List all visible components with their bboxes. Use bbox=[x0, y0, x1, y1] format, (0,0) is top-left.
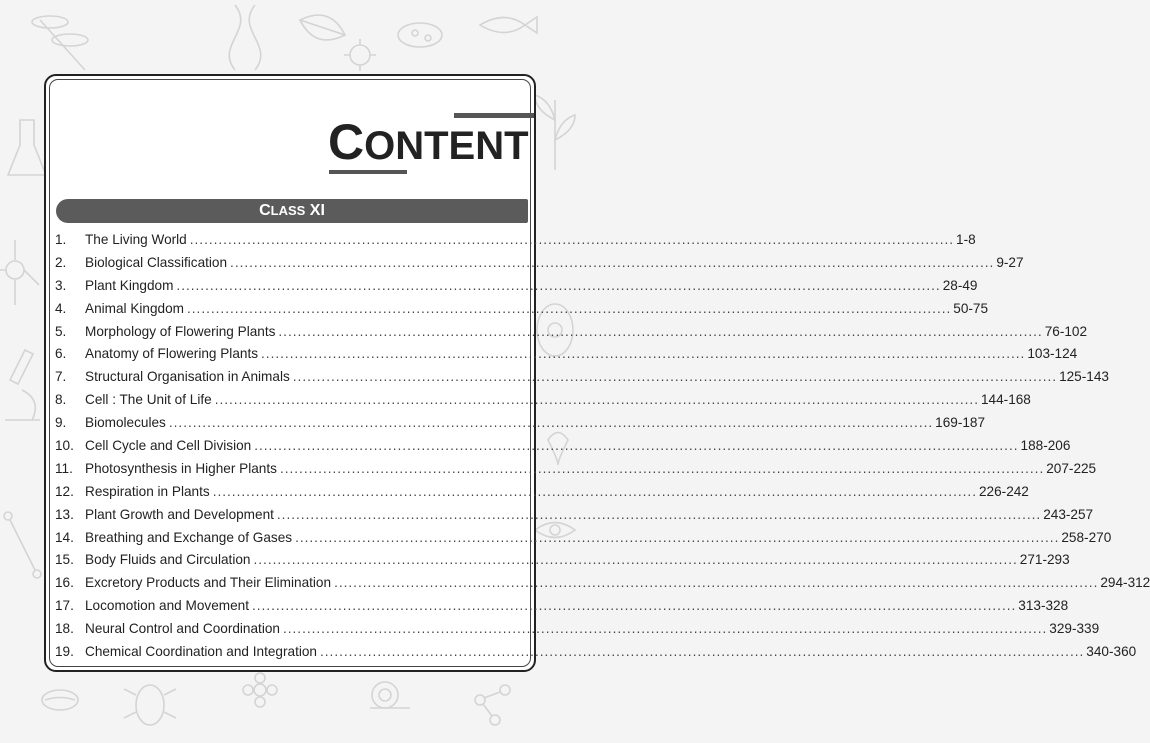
toc-number: 2. bbox=[55, 254, 67, 270]
toc-title: Neural Control and Coordination bbox=[85, 621, 280, 637]
toc-pages: 125-143 bbox=[1059, 369, 1109, 385]
molecule-icon bbox=[475, 685, 510, 725]
toc-leader-dots: ................................................................................................................................................................ bbox=[279, 460, 1045, 476]
toc-row[interactable] bbox=[55, 572, 1150, 595]
toc-title: Anatomy of Flowering Plants bbox=[85, 346, 259, 362]
toc-title: Locomotion and Movement bbox=[85, 598, 249, 614]
toc-pages: 76-102 bbox=[1044, 323, 1088, 339]
toc-row[interactable] bbox=[55, 298, 989, 321]
toc-title: Biomolecules bbox=[85, 415, 166, 431]
toc-row[interactable] bbox=[55, 527, 1112, 550]
toc-pages: 9-27 bbox=[996, 254, 1024, 270]
toc-leader-dots: ................................................................................................................................................................ bbox=[230, 254, 995, 270]
page-title-initial: C bbox=[328, 114, 365, 170]
toc-row[interactable] bbox=[55, 343, 1078, 366]
toc-leader-dots: ................................................................................................................................................................ bbox=[276, 506, 1042, 522]
beetle-icon bbox=[124, 685, 176, 725]
toc-leader-dots: ................................................................................................................................................................ bbox=[282, 621, 1048, 637]
neuron-icon bbox=[0, 240, 39, 305]
toc-pages: 243-257 bbox=[1043, 506, 1094, 522]
toc-leader-dots: ................................................................................................................................................................ bbox=[254, 438, 1019, 454]
toc-row[interactable] bbox=[55, 458, 1097, 481]
plant-icon bbox=[535, 95, 575, 170]
toc-row[interactable] bbox=[55, 641, 1137, 664]
toc-row[interactable] bbox=[55, 366, 1109, 389]
toc-row[interactable] bbox=[55, 595, 1069, 618]
toc-title: Photosynthesis in Higher Plants bbox=[85, 460, 277, 476]
toc-number: 11. bbox=[55, 460, 73, 476]
toc-row[interactable] bbox=[55, 618, 1100, 641]
toc-number: 17. bbox=[55, 598, 74, 614]
toc-title: Breathing and Exchange of Gases bbox=[85, 529, 293, 545]
title-top-rule bbox=[454, 113, 534, 118]
toc-pages: 329-339 bbox=[1049, 621, 1100, 637]
microscope-icon bbox=[5, 350, 40, 420]
dna-icon bbox=[229, 5, 261, 70]
toc-title: Respiration in Plants bbox=[85, 483, 210, 499]
toc-row[interactable] bbox=[55, 412, 986, 435]
toc-row[interactable] bbox=[55, 504, 1094, 527]
toc-number: 6. bbox=[55, 346, 67, 362]
toc-title: Morphology of Flowering Plants bbox=[85, 323, 276, 339]
toc-pages: 271-293 bbox=[1019, 552, 1070, 568]
toc-number: 8. bbox=[55, 392, 67, 408]
toc-row[interactable] bbox=[55, 389, 1031, 412]
toc-pages: 313-328 bbox=[1018, 598, 1069, 614]
toc-number: 3. bbox=[55, 277, 67, 293]
leaf-icon bbox=[300, 15, 345, 40]
toc-pages: 207-225 bbox=[1046, 460, 1097, 476]
toc-leader-dots: ................................................................................................................................................................ bbox=[214, 392, 979, 408]
toc-title: Plant Kingdom bbox=[85, 277, 174, 293]
toc-leader-dots: ................................................................................................................................................................ bbox=[253, 552, 1018, 568]
toc-title: Biological Classification bbox=[85, 254, 228, 270]
toc-number: 7. bbox=[55, 369, 67, 385]
snail-icon bbox=[370, 682, 410, 708]
toc-leader-dots: ................................................................................................................................................................ bbox=[320, 644, 1085, 660]
toc-leader-dots: ................................................................................................................................................................ bbox=[295, 529, 1060, 545]
toc-title: Cell Cycle and Cell Division bbox=[85, 438, 252, 454]
toc-number: 14. bbox=[55, 529, 74, 545]
toc-pages: 294-312 bbox=[1100, 575, 1150, 591]
toc-number: 16. bbox=[55, 575, 74, 591]
toc-row[interactable] bbox=[55, 321, 1088, 344]
toc-leader-dots: ................................................................................................................................................................ bbox=[251, 598, 1017, 614]
toc-pages: 169-187 bbox=[935, 415, 986, 431]
toc-pages: 188-206 bbox=[1020, 438, 1071, 454]
dragonfly-icon bbox=[32, 16, 88, 70]
toc-title: Animal Kingdom bbox=[85, 300, 184, 316]
class-heading-initial: C bbox=[259, 202, 271, 219]
page-title bbox=[328, 114, 529, 170]
fish-icon bbox=[480, 17, 537, 33]
toc-title: The Living World bbox=[85, 232, 187, 247]
page-title-rest: ONTENT bbox=[364, 124, 529, 168]
table-of-contents bbox=[55, 229, 1150, 664]
toc-row[interactable] bbox=[55, 252, 1024, 275]
toc-leader-dots: ................................................................................................................................................................ bbox=[189, 232, 955, 247]
toc-leader-dots: ................................................................................................................................................................ bbox=[186, 300, 952, 316]
toc-leader-dots: ................................................................................................................................................................ bbox=[212, 483, 977, 499]
toc-number: 10. bbox=[55, 438, 74, 454]
toc-number: 19. bbox=[55, 644, 74, 660]
toc-title: Cell : The Unit of Life bbox=[85, 392, 212, 408]
toc-leader-dots: ................................................................................................................................................................ bbox=[261, 346, 1026, 362]
toc-row[interactable] bbox=[55, 549, 1070, 572]
toc-leader-dots: ................................................................................................................................................................ bbox=[292, 369, 1058, 385]
toc-pages: 340-360 bbox=[1086, 644, 1137, 660]
toc-row[interactable] bbox=[55, 435, 1071, 458]
toc-title: Plant Growth and Development bbox=[85, 506, 274, 522]
class-heading-rest: LASS bbox=[270, 203, 306, 218]
toc-pages: 103-124 bbox=[1027, 346, 1078, 362]
toc-leader-dots: ................................................................................................................................................................ bbox=[278, 323, 1043, 339]
toc-number: 13. bbox=[55, 506, 74, 522]
flask-icon bbox=[8, 120, 46, 175]
toc-pages: 258-270 bbox=[1061, 529, 1112, 545]
class-heading-bar bbox=[56, 199, 528, 223]
toc-number: 5. bbox=[55, 323, 67, 339]
toc-leader-dots: ................................................................................................................................................................ bbox=[334, 575, 1099, 591]
seed-icon bbox=[42, 690, 78, 710]
toc-leader-dots: ................................................................................................................................................................ bbox=[168, 415, 934, 431]
toc-title: Chemical Coordination and Integration bbox=[85, 644, 317, 660]
toc-title: Structural Organisation in Animals bbox=[85, 369, 290, 385]
toc-pages: 28-49 bbox=[942, 277, 978, 293]
toc-pages: 50-75 bbox=[953, 300, 989, 316]
toc-leader-dots: ................................................................................................................................................................ bbox=[176, 277, 941, 293]
bone-icon bbox=[4, 512, 41, 578]
toc-row[interactable] bbox=[55, 481, 1029, 504]
toc-pages: 226-242 bbox=[978, 483, 1029, 499]
toc-number: 1. bbox=[55, 232, 67, 247]
toc-number: 15. bbox=[55, 552, 74, 568]
toc-number: 18. bbox=[55, 621, 74, 637]
toc-row[interactable] bbox=[55, 229, 976, 252]
toc-number: 4. bbox=[55, 300, 67, 316]
toc-pages: 144-168 bbox=[980, 392, 1031, 408]
virus-icon bbox=[344, 39, 376, 71]
toc-number: 12. bbox=[55, 483, 74, 499]
toc-number: 9. bbox=[55, 415, 67, 431]
toc-title: Body Fluids and Circulation bbox=[85, 552, 251, 568]
toc-title: Excretory Products and Their Elimination bbox=[85, 575, 332, 591]
class-heading-numeral: XI bbox=[309, 202, 325, 219]
toc-pages: 1-8 bbox=[956, 232, 976, 247]
flower-icon bbox=[243, 673, 277, 707]
toc-row[interactable] bbox=[55, 275, 978, 298]
bacteria-icon bbox=[398, 23, 442, 47]
title-bottom-rule bbox=[329, 170, 407, 174]
